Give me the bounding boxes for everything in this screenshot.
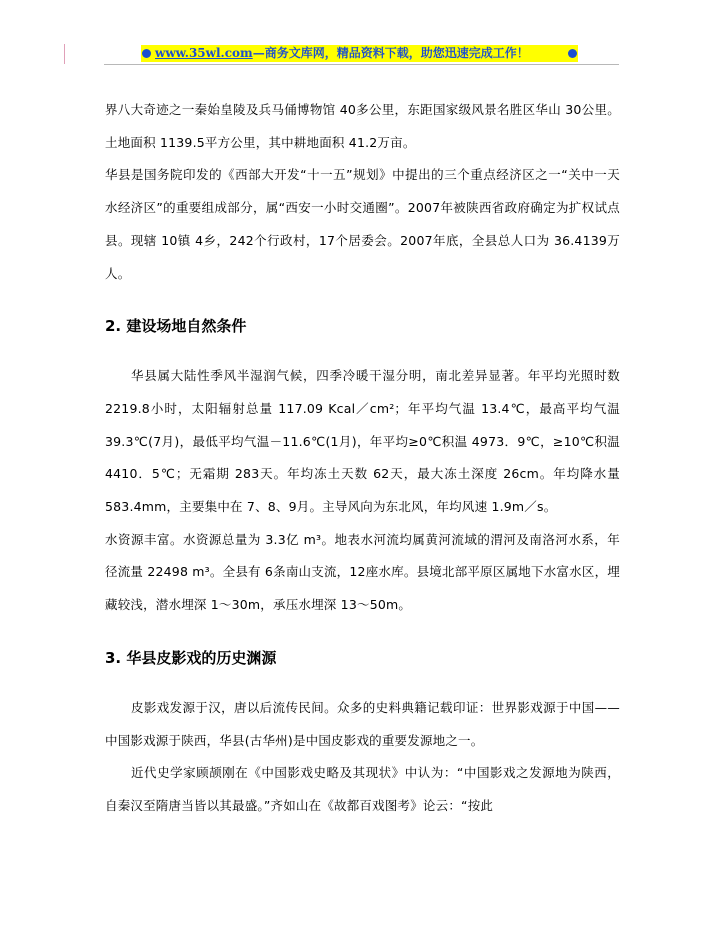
header-banner <box>141 45 578 62</box>
bullet-dot-icon <box>568 49 577 58</box>
margin-mark <box>64 44 65 64</box>
paragraph-historians: 近代史学家顾颉刚在《中国影戏史略及其现状》中认为：“中国影戏之发源地为陕西，自秦汉至隋唐当皆以其最盛。”齐如山在《故都百戏图考》论云：“按此 <box>105 765 620 813</box>
banner-separator: — <box>252 46 265 60</box>
section-heading-history: 3. 华县皮影戏的历史渊源 <box>105 648 277 667</box>
paragraph-economy: 华县是国务院印发的《西部大开发“十一五”规划》中提出的三个重点经济区之一“关中一天水经济区”的重要组成部分，属“西安一小时交通圈”。2007年被陕西省政府确定为扩权试点县。现辖 10镇 4乡，242个行政村，17个居委会。2007年底，全县总人口为 36.4139万人。 <box>105 167 620 281</box>
bullet-dot-icon <box>142 49 151 58</box>
paragraph-location: 界八大奇迹之一秦始皇陵及兵马俑博物馆 40多公里，东距国家级风景名胜区华山 30公里。土地面积 1139.5平方公里，其中耕地面积 41.2万亩。 <box>105 102 620 150</box>
header-divider <box>104 64 619 65</box>
section-heading-site-conditions: 2. 建设场地自然条件 <box>105 317 247 336</box>
site-slogan: 商务文库网，精品资料下载，助您迅速完成工作！ <box>264 46 529 60</box>
paragraph-water-resources: 水资源丰富。水资源总量为 3.3亿 m³。地表水河流均属黄河流域的渭河及南洛河水系，年径流量 22498 m³。全县有 6条南山支流，12座水库。县境北部平原区属地下水富水区，埋藏较浅，潜水埋深 1～30m，承压水埋深 13～50m。 <box>105 531 620 613</box>
document-body <box>105 94 620 823</box>
banner-text <box>155 45 529 62</box>
site-url-link[interactable]: www.35wl.com <box>155 46 253 60</box>
paragraph-climate: 华县属大陆性季风半湿润气候，四季冷暖干湿分明，南北差异显著。年平均光照时数 2219.8小时，太阳辐射总量 117.09 Kcal／cm²；年平均气温 13.4℃，最高平均气温 39.3℃(7月)，最低平均气温－11.6℃(1月)，年平均≥0℃积温 4973．9℃，≥10℃积温 4410．5℃；无霜期 283天。年均冻土天数 62天，最大冻土深度 26cm。年均降水量 583.4mm，主要集中在 7、8、9月。主导风向为东北风，年均风速 1.9m／s。 <box>105 368 620 515</box>
paragraph-origin: 皮影戏发源于汉，唐以后流传民间。众多的史料典籍记载印证：世界影戏源于中国——中国影戏源于陕西，华县(古华州)是中国皮影戏的重要发源地之一。 <box>105 699 620 748</box>
